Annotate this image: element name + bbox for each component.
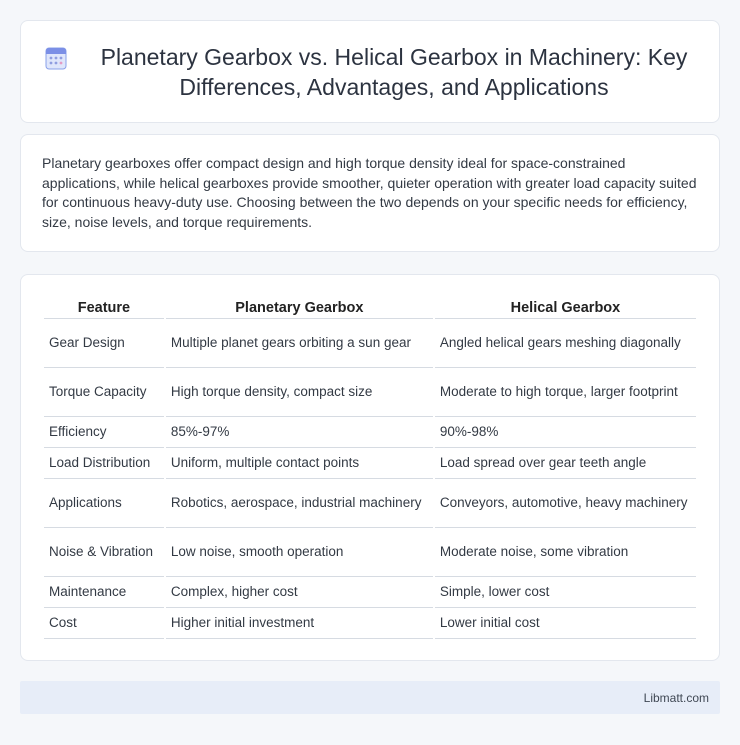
planetary-cell: Complex, higher cost [166,577,433,608]
page-title: Planetary Gearbox vs. Helical Gearbox in Machinery: Key Differences, Advantages, and Applications [100,43,688,100]
helical-cell: Moderate to high torque, larger footprint [435,368,696,417]
table-row [44,479,696,528]
helical-cell: Load spread over gear teeth angle [435,448,696,479]
planetary-cell: 85%-97% [166,417,433,448]
table-row [44,448,696,479]
table-row [44,608,696,639]
title-wrap [45,42,695,102]
planetary-cell: Low noise, smooth operation [166,528,433,577]
table-row [44,577,696,608]
footer-site-link[interactable]: Libmatt.com [643,690,709,705]
table-row [44,319,696,368]
feature-cell: Noise & Vibration [44,528,164,577]
helical-cell: Conveyors, automotive, heavy machinery [435,479,696,528]
title-card [20,20,720,123]
column-header-planetary: Planetary Gearbox [166,295,433,319]
table-row [44,528,696,577]
summary-card [20,134,720,252]
summary-text: Planetary gearboxes offer compact design and high torque density ideal for space-constrained applications, while helical gearboxes provide smoother, quieter operation with greater load capacity suited for continuous heavy-duty use. Choosing between the two depends on your specific needs for efficiency, size, noise levels, and torque requirements. [42,155,697,230]
planetary-cell: Multiple planet gears orbiting a sun gear [166,319,433,368]
helical-cell: 90%-98% [435,417,696,448]
feature-cell: Efficiency [44,417,164,448]
helical-cell: Simple, lower cost [435,577,696,608]
column-header-feature: Feature [44,295,164,319]
table-row [44,368,696,417]
planetary-cell: Uniform, multiple contact points [166,448,433,479]
feature-cell: Applications [44,479,164,528]
feature-cell: Torque Capacity [44,368,164,417]
feature-cell: Cost [44,608,164,639]
planetary-cell: High torque density, compact size [166,368,433,417]
column-header-helical: Helical Gearbox [435,295,696,319]
comparison-card [20,274,720,661]
planetary-cell: Robotics, aerospace, industrial machinery [166,479,433,528]
footer [20,681,720,714]
calendar-icon [45,46,67,70]
helical-cell: Lower initial cost [435,608,696,639]
table-header-row [44,295,696,319]
comparison-table [42,295,698,639]
table-row [44,417,696,448]
helical-cell: Angled helical gears meshing diagonally [435,319,696,368]
planetary-cell: Higher initial investment [166,608,433,639]
helical-cell: Moderate noise, some vibration [435,528,696,577]
feature-cell: Load Distribution [44,448,164,479]
feature-cell: Maintenance [44,577,164,608]
feature-cell: Gear Design [44,319,164,368]
